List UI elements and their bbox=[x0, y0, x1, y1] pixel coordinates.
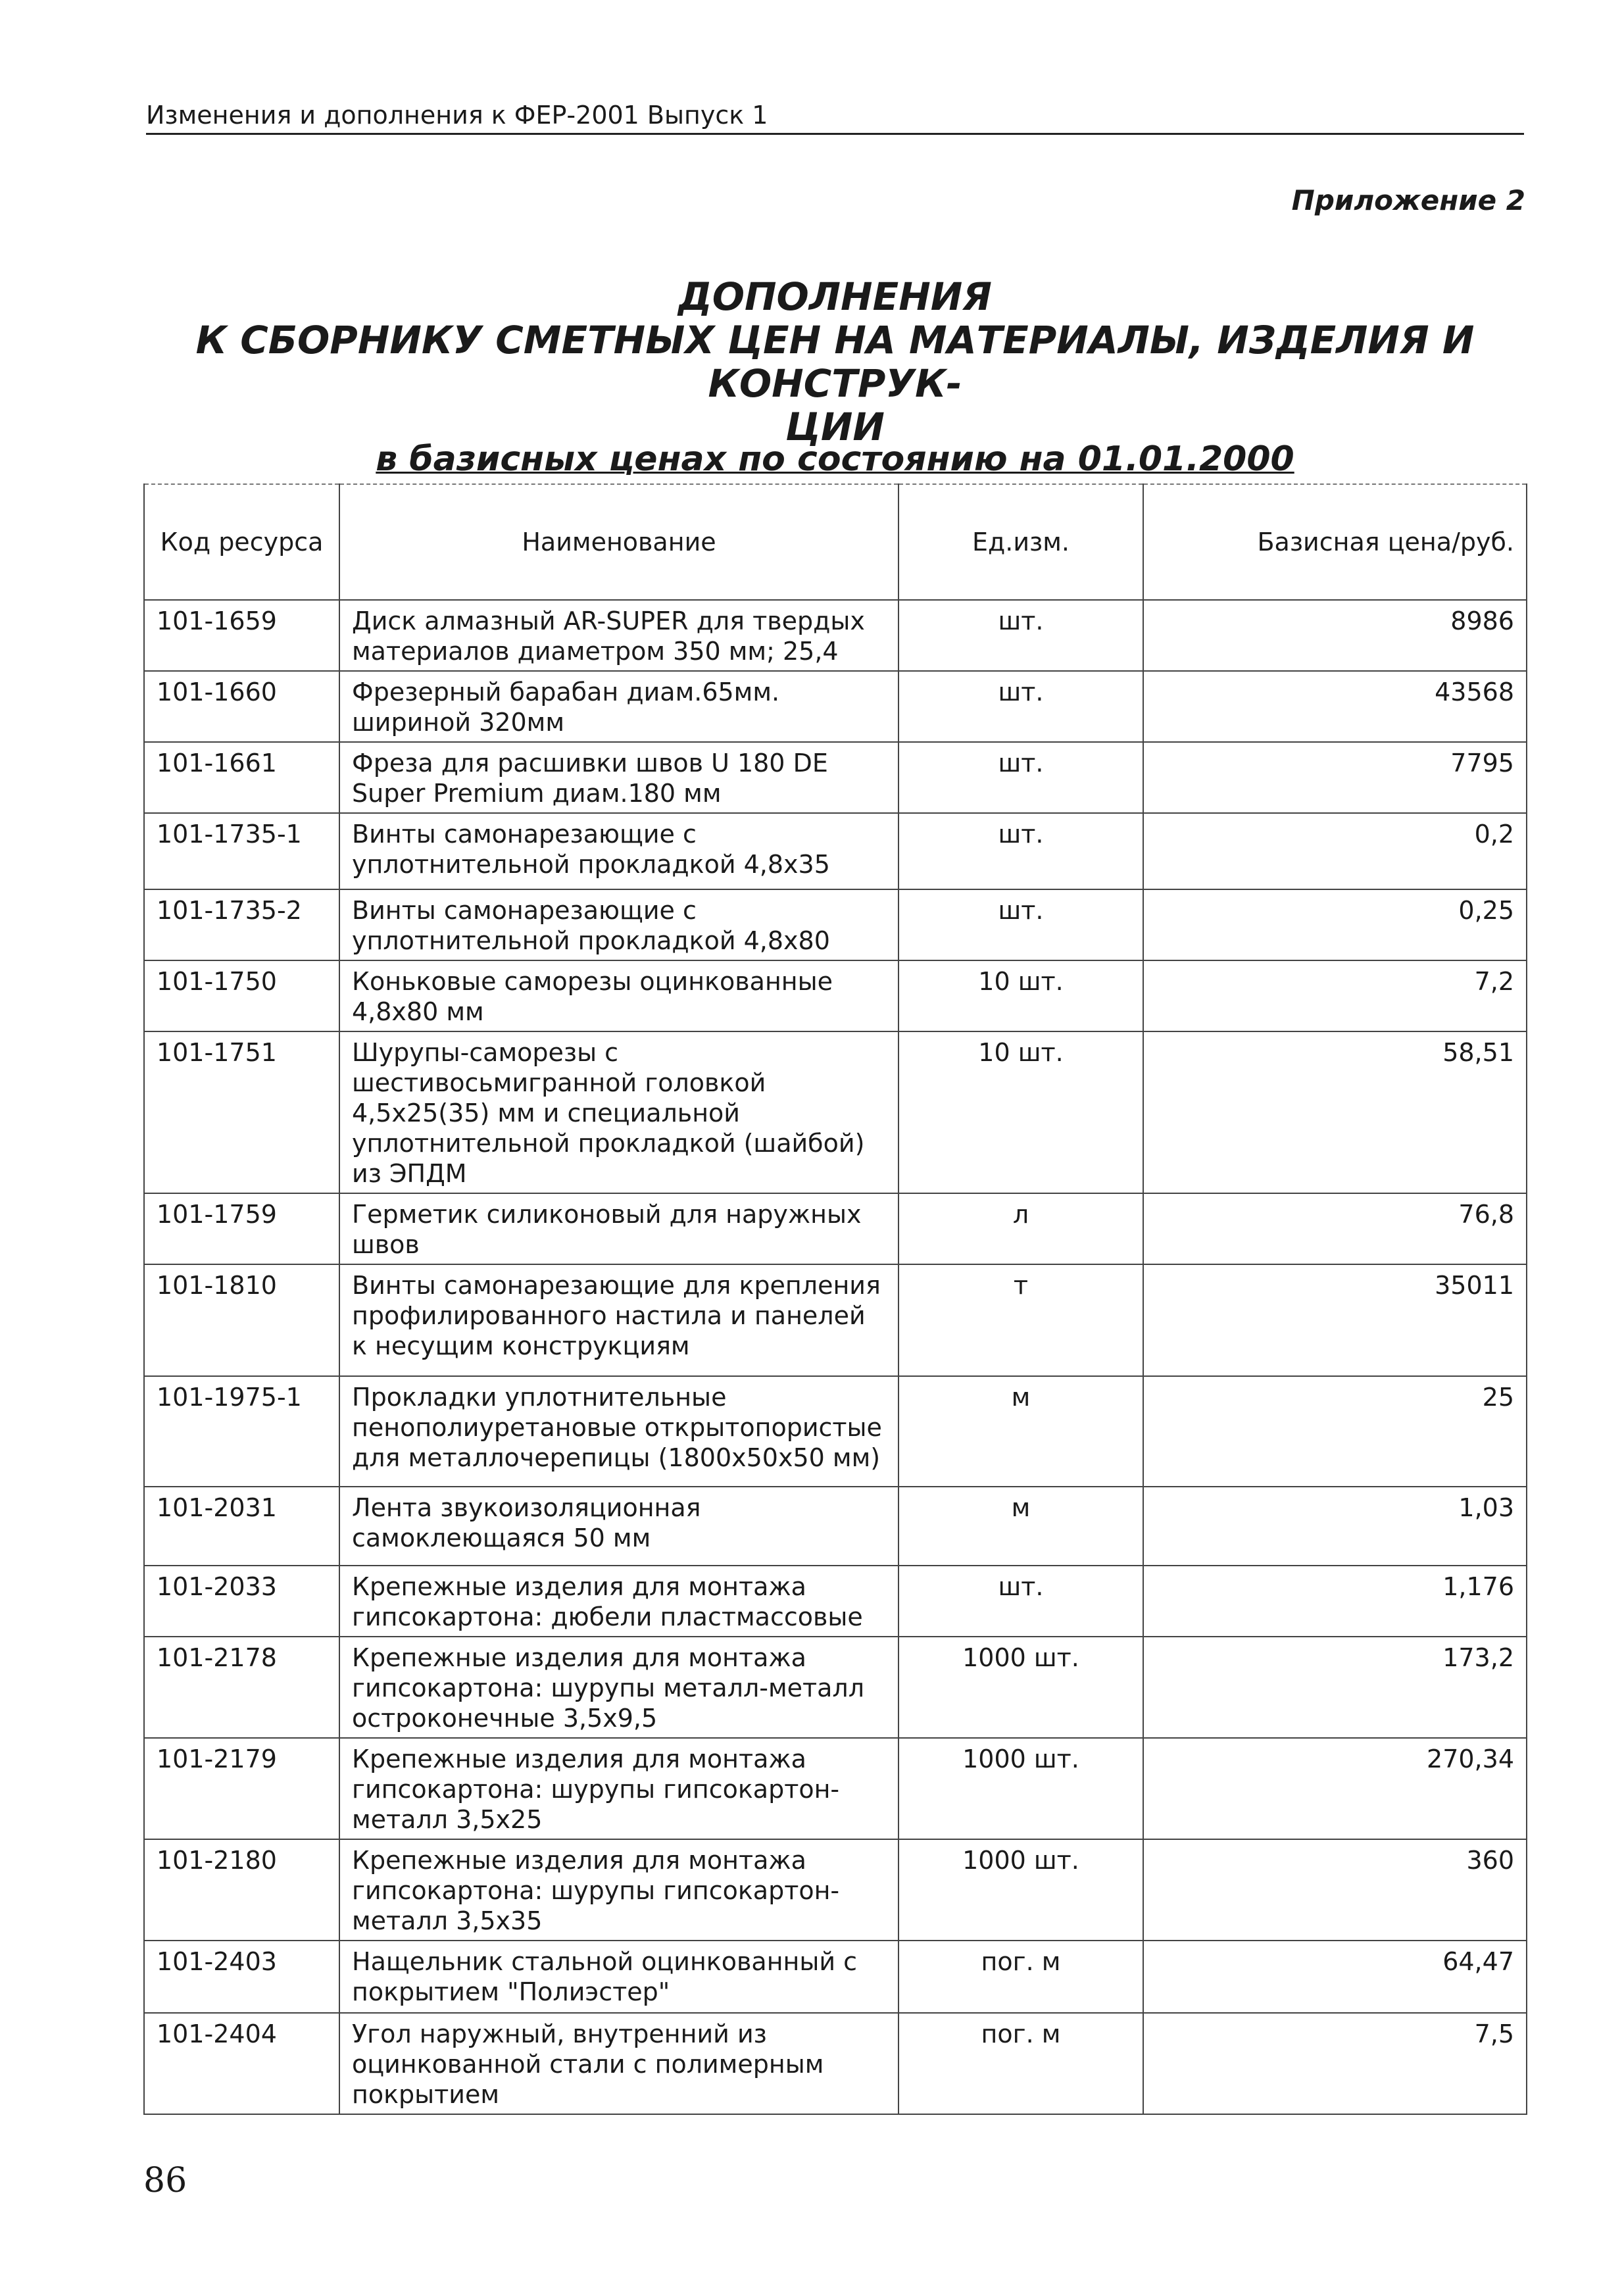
table-row bbox=[144, 2013, 1527, 2114]
cell-price: 1,03 bbox=[1143, 1487, 1527, 1566]
table-row bbox=[144, 813, 1527, 889]
page-number: 86 bbox=[143, 2161, 187, 2200]
cell-price: 7795 bbox=[1143, 742, 1527, 813]
table-body bbox=[144, 600, 1527, 2114]
cell-name: Фрезерный барабан диам.65мм. шириной 320мм bbox=[339, 671, 898, 742]
title-line-3: ЦИИ bbox=[785, 405, 885, 449]
cell-name: Винты самонарезающие с уплотнительной прокладкой 4,8х35 bbox=[339, 813, 898, 889]
cell-price: 7,2 bbox=[1143, 960, 1527, 1031]
cell-unit: пог. м bbox=[898, 1941, 1143, 2013]
table-row bbox=[144, 1941, 1527, 2013]
cell-name: Лента звукоизоляционная самоклеющаяся 50 мм bbox=[339, 1487, 898, 1566]
cell-price: 270,34 bbox=[1143, 1738, 1527, 1839]
cell-name: Коньковые саморезы оцинкованные 4,8х80 мм bbox=[339, 960, 898, 1031]
cell-name: Угол наружный, внутренний из оцинкованной стали с полимерным покрытием bbox=[339, 2013, 898, 2114]
table-row bbox=[144, 1487, 1527, 1566]
cell-code: 101-1975-1 bbox=[144, 1376, 339, 1487]
table-row bbox=[144, 1031, 1527, 1193]
cell-name: Винты самонарезающие с уплотнительной прокладкой 4,8х80 bbox=[339, 889, 898, 960]
table-row bbox=[144, 742, 1527, 813]
cell-code: 101-1661 bbox=[144, 742, 339, 813]
cell-unit: шт. bbox=[898, 889, 1143, 960]
cell-code: 101-2178 bbox=[144, 1637, 339, 1738]
cell-code: 101-1750 bbox=[144, 960, 339, 1031]
cell-name: Герметик силиконовый для наружных швов bbox=[339, 1193, 898, 1264]
cell-name: Крепежные изделия для монтажа гипсокартона: шурупы гипсокартон-металл 3,5х25 bbox=[339, 1738, 898, 1839]
appendix-label: Приложение 2 bbox=[1291, 184, 1525, 216]
cell-price: 76,8 bbox=[1143, 1193, 1527, 1264]
cell-price: 7,5 bbox=[1143, 2013, 1527, 2114]
table-row bbox=[144, 889, 1527, 960]
cell-name: Нащельник стальной оцинкованный с покрытием "Полиэстер" bbox=[339, 1941, 898, 2013]
cell-name: Прокладки уплотнительные пенополиуретановые открытопористые для металлочерепицы (1800х50х50 мм) bbox=[339, 1376, 898, 1487]
cell-price: 35011 bbox=[1143, 1264, 1527, 1376]
cell-code: 101-1810 bbox=[144, 1264, 339, 1376]
cell-unit: пог. м bbox=[898, 2013, 1143, 2114]
cell-name: Винты самонарезающие для крепления профилированного настила и панелей к несущим конструкциям bbox=[339, 1264, 898, 1376]
cell-code: 101-2031 bbox=[144, 1487, 339, 1566]
cell-code: 101-1759 bbox=[144, 1193, 339, 1264]
cell-price: 0,2 bbox=[1143, 813, 1527, 889]
cell-unit: л bbox=[898, 1193, 1143, 1264]
table-row bbox=[144, 1566, 1527, 1637]
cell-code: 101-1751 bbox=[144, 1031, 339, 1193]
cell-unit: м bbox=[898, 1376, 1143, 1487]
cell-code: 101-1660 bbox=[144, 671, 339, 742]
table-row bbox=[144, 1264, 1527, 1376]
cell-unit: 1000 шт. bbox=[898, 1738, 1143, 1839]
table-header-row bbox=[144, 484, 1527, 600]
subtitle-text: в базисных ценах по состоянию на 01.01.2000 bbox=[376, 439, 1294, 479]
cell-price: 1,176 bbox=[1143, 1566, 1527, 1637]
title-line-1: ДОПОЛНЕНИЯ bbox=[678, 274, 992, 319]
table-row bbox=[144, 1738, 1527, 1839]
cell-code: 101-2180 bbox=[144, 1839, 339, 1941]
cell-code: 101-1735-2 bbox=[144, 889, 339, 960]
cell-unit: 10 шт. bbox=[898, 1031, 1143, 1193]
cell-name: Крепежные изделия для монтажа гипсокартона: дюбели пластмассовые bbox=[339, 1566, 898, 1637]
cell-name: Крепежные изделия для монтажа гипсокартона: шурупы металл-металл остроконечные 3,5х9,5 bbox=[339, 1637, 898, 1738]
cell-code: 101-2033 bbox=[144, 1566, 339, 1637]
cell-code: 101-2403 bbox=[144, 1941, 339, 2013]
column-header-code: Код ресурса bbox=[144, 484, 339, 600]
table-row bbox=[144, 671, 1527, 742]
cell-price: 43568 bbox=[1143, 671, 1527, 742]
cell-unit: 10 шт. bbox=[898, 960, 1143, 1031]
cell-name: Крепежные изделия для монтажа гипсокартона: шурупы гипсокартон-металл 3,5х35 bbox=[339, 1839, 898, 1941]
cell-unit: 1000 шт. bbox=[898, 1839, 1143, 1941]
cell-unit: шт. bbox=[898, 671, 1143, 742]
cell-unit: шт. bbox=[898, 1566, 1143, 1637]
cell-name: Фреза для расшивки швов U 180 DE Super Premium диам.180 мм bbox=[339, 742, 898, 813]
cell-unit: шт. bbox=[898, 742, 1143, 813]
cell-price: 58,51 bbox=[1143, 1031, 1527, 1193]
cell-price: 25 bbox=[1143, 1376, 1527, 1487]
cell-price: 173,2 bbox=[1143, 1637, 1527, 1738]
table-row bbox=[144, 1839, 1527, 1941]
running-header: Изменения и дополнения к ФЕР-2001 Выпуск 1 bbox=[146, 99, 1524, 135]
cell-name: Шурупы-саморезы с шестивосьмигранной головкой 4,5х25(35) мм и специальной уплотнительной прокладкой (шайбой) из ЭПДМ bbox=[339, 1031, 898, 1193]
cell-unit: шт. bbox=[898, 600, 1143, 671]
subtitle bbox=[146, 439, 1524, 479]
column-header-unit: Ед.изм. bbox=[898, 484, 1143, 600]
cell-price: 360 bbox=[1143, 1839, 1527, 1941]
table-row bbox=[144, 1376, 1527, 1487]
cell-unit: м bbox=[898, 1487, 1143, 1566]
cell-price: 0,25 bbox=[1143, 889, 1527, 960]
cell-price: 8986 bbox=[1143, 600, 1527, 671]
cell-code: 101-1659 bbox=[144, 600, 339, 671]
cell-code: 101-2404 bbox=[144, 2013, 339, 2114]
column-header-name: Наименование bbox=[339, 484, 898, 600]
price-table bbox=[143, 483, 1527, 2115]
cell-unit: 1000 шт. bbox=[898, 1637, 1143, 1738]
cell-price: 64,47 bbox=[1143, 1941, 1527, 2013]
title-line-2: К СБОРНИКУ СМЕТНЫХ ЦЕН НА МАТЕРИАЛЫ, ИЗДЕЛИЯ И КОНСТРУК- bbox=[195, 318, 1475, 406]
table-row bbox=[144, 1193, 1527, 1264]
cell-code: 101-2179 bbox=[144, 1738, 339, 1839]
cell-name: Диск алмазный AR-SUPER для твердых материалов диаметром 350 мм; 25,4 bbox=[339, 600, 898, 671]
table-row bbox=[144, 600, 1527, 671]
column-header-price: Базисная цена/руб. bbox=[1143, 484, 1527, 600]
document-title bbox=[146, 275, 1524, 449]
cell-code: 101-1735-1 bbox=[144, 813, 339, 889]
cell-unit: т bbox=[898, 1264, 1143, 1376]
table-row bbox=[144, 1637, 1527, 1738]
table-row bbox=[144, 960, 1527, 1031]
cell-unit: шт. bbox=[898, 813, 1143, 889]
